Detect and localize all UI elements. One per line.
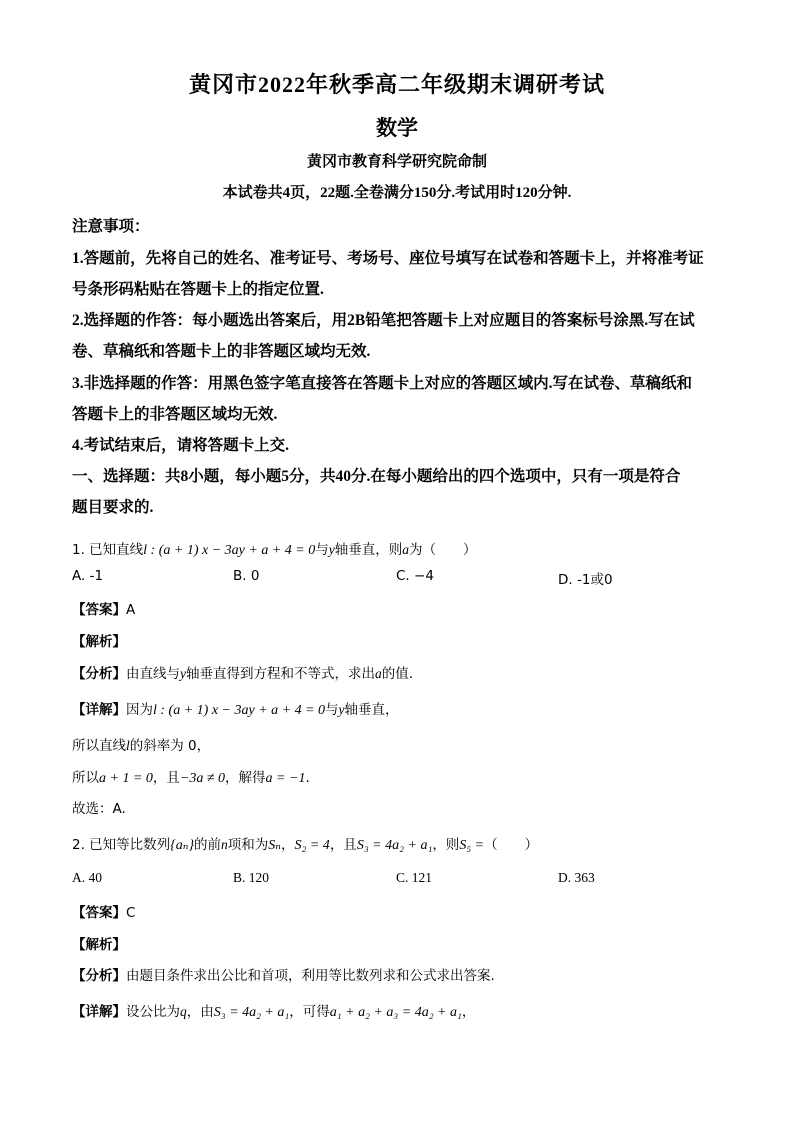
q1-fenxi-text-3: 的值. [381, 666, 414, 682]
q1-detail-y: y [338, 702, 345, 717]
q2-option-b: B. 120 [233, 870, 270, 885]
q1-analysis-label: 【解析】 [72, 634, 126, 650]
q1-eq-formula-3: a = −1 [265, 771, 306, 786]
q1-slope-line [72, 734, 210, 754]
q2-stem-f2: S₃ = 4a₂ + a₁ [356, 838, 433, 853]
q1-detail-text-2: 与 [325, 702, 339, 718]
q2-stem-f3: S₅ = [459, 838, 485, 853]
q1-detail-text-1: 因为 [126, 702, 153, 718]
q1-stem-suffix: 为（ ） [408, 542, 477, 558]
q1-eq-text-3: ，解得 [225, 770, 266, 786]
q2-detail-f2: a₁ + a₂ + a₃ = 4a₂ + a₁ [329, 1005, 462, 1020]
q1-stem-mid2: 轴垂直，则 [334, 542, 403, 558]
q1-eq-formula-2: −3a ≠ 0 [179, 771, 226, 786]
q2-fenxi [72, 964, 495, 984]
q1-detail [72, 698, 399, 719]
q2-stem-text-2: 项和为 [227, 837, 269, 853]
notice-item-2-line-2: 卷、草稿纸和答题卡上的非答题区域均无效. [72, 343, 371, 360]
q1-fenxi-label: 【分析】 [72, 666, 126, 682]
notice-heading: 注意事项： [72, 218, 150, 235]
q2-stem-text-4: ，且 [329, 837, 357, 853]
q1-slope-text-2: 的斜率为 0， [129, 738, 211, 754]
notice-item-1-line-1: 1.答题前，先将自己的姓名、准考证号、考场号、座位号填写在试卷和答题卡上，并将准考证 [72, 250, 704, 267]
subject-title: 数学 [376, 116, 418, 140]
q2-stem-f1: S₂ = 4 [294, 838, 330, 853]
notice-item-3-line-1: 3.非选择题的作答：用黑色签字笔直接答在答题卡上对应的答题区域内.写在试卷、草稿纸和 [72, 375, 693, 392]
q2-answer [72, 901, 135, 921]
q2-detail-label: 【详解】 [72, 1004, 126, 1020]
q1-stem-y: y [328, 542, 335, 557]
q1-fenxi [72, 662, 413, 682]
q2-option-a: A. 40 [72, 870, 102, 885]
q2-stem-sn: Sₙ [268, 838, 281, 853]
q2-detail-text-3: ，可得 [289, 1004, 330, 1020]
q1-detail-label: 【详解】 [72, 702, 126, 718]
q2-detail [72, 1000, 475, 1021]
q1-stem-mid: 与 [315, 542, 329, 558]
q2-fenxi-label: 【分析】 [72, 968, 126, 984]
section-heading-line-2: 题目要求的. [72, 499, 154, 516]
q1-slope-l: l [126, 738, 130, 753]
q2-stem-text-1: 的前 [194, 837, 222, 853]
q1-option-d: D. -1或0 [558, 572, 613, 588]
notice-item-2-line-1: 2.选择题的作答：每小题选出答案后，用2B铅笔把答题卡上对应题目的答案标号涂黑.写在试 [72, 312, 695, 329]
q2-detail-f1: S₃ = 4a₂ + a₁ [213, 1005, 290, 1020]
q2-detail-q: q [180, 1004, 187, 1019]
q2-stem-prefix: 2. 已知等比数列 [72, 837, 171, 853]
q1-stem-formula: l : (a + 1) x − 3ay + a + 4 = 0 [143, 543, 316, 558]
q1-eq-text-1: 所以 [72, 770, 99, 786]
q2-option-d: D. 363 [558, 870, 595, 885]
q1-option-b: B. 0 [233, 568, 260, 584]
q2-stem-seq: {aₙ} [170, 838, 195, 853]
q2-stem-text-3: ， [280, 837, 295, 853]
q2-detail-text-1: 设公比为 [126, 1004, 180, 1020]
notice-item-1-line-2: 号条形码粘贴在答题卡上的指定位置. [72, 281, 324, 298]
q1-slope-text-1: 所以直线 [72, 738, 126, 754]
q1-choice: 故选：A. [72, 801, 126, 817]
q1-detail-text-3: 轴垂直， [344, 702, 399, 718]
q1-fenxi-a: a [375, 666, 382, 681]
q1-eq-text-2: ，且 [152, 770, 180, 786]
q2-detail-text-2: ，由 [186, 1004, 214, 1020]
q1-stem-a: a [402, 542, 409, 557]
q2-stem-text-5: ，则 [432, 837, 460, 853]
q1-option-c: C. −4 [396, 568, 434, 584]
notice-item-3-line-2: 答题卡上的非答题区域均无效. [72, 406, 278, 423]
q1-detail-formula: l : (a + 1) x − 3ay + a + 4 = 0 [153, 703, 326, 718]
question-2-stem [72, 833, 538, 854]
q1-fenxi-text-1: 由直线与 [126, 666, 180, 682]
exam-meta: 本试卷共4页，22题.全卷满分150分.考试用时120分钟. [222, 185, 572, 201]
q2-detail-text-4: ， [461, 1004, 476, 1020]
q1-fenxi-text-2: 轴垂直得到方程和不等式，求出 [186, 666, 375, 682]
q2-answer-value: C [126, 905, 136, 921]
section-heading-line-1: 一、选择题：共8小题，每小题5分，共40分.在每小题给出的四个选项中，只有一项是符合 [72, 468, 681, 485]
q2-fenxi-text: 由题目条件求出公比和首项，利用等比数列求和公式求出答案. [126, 968, 495, 984]
q2-option-c: C. 121 [396, 870, 433, 885]
issuing-org: 黄冈市教育科学研究院命制 [306, 154, 487, 170]
q2-stem-suffix: （ ） [484, 837, 539, 853]
q1-answer-label: 【答案】 [72, 602, 126, 618]
notice-item-4: 4.考试结束后，请将答题卡上交. [72, 437, 290, 454]
q1-eq-formula-1: a + 1 = 0 [99, 771, 153, 786]
page-title: 黄冈市2022年秋季高二年级期末调研考试 [188, 72, 605, 97]
q2-analysis-label: 【解析】 [72, 937, 126, 953]
q1-answer [72, 598, 135, 618]
q1-equation-line [72, 766, 310, 787]
q1-stem-prefix: 1. 已知直线 [72, 542, 144, 558]
q1-option-a: A. -1 [72, 568, 104, 584]
q2-stem-n: n [221, 837, 228, 852]
question-1-stem [72, 538, 476, 559]
q1-fenxi-y: y [180, 666, 186, 681]
q1-eq-text-4: . [305, 770, 310, 786]
q2-answer-label: 【答案】 [72, 905, 126, 921]
q1-answer-value: A [126, 602, 136, 618]
